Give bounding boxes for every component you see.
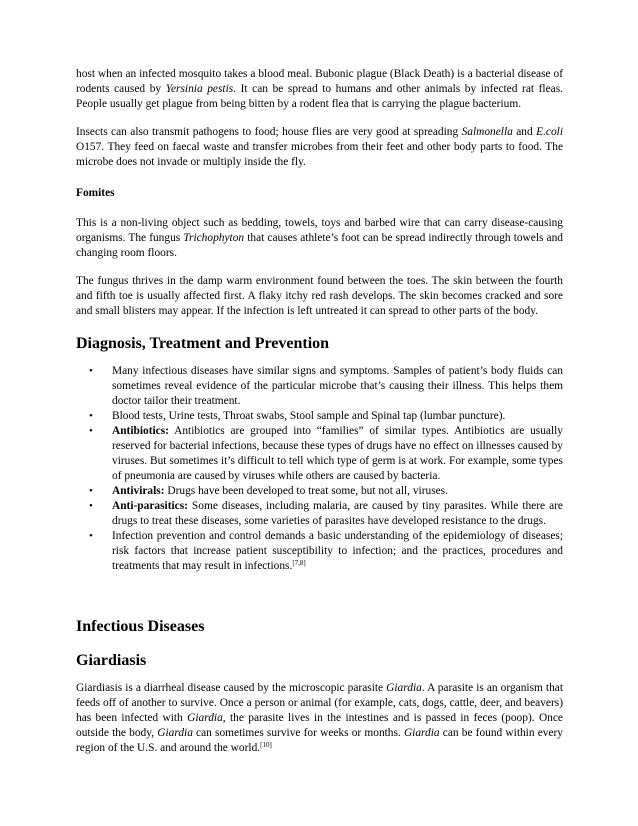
diagnosis-list (76, 364, 563, 574)
text: Blood tests, Urine tests, Throat swabs, Stool sample and Spinal tap (lumbar puncture). (112, 410, 506, 422)
giardiasis-heading: Giardiasis (76, 652, 147, 669)
species-name: Salmonella (461, 126, 513, 138)
paragraph-insects (76, 125, 563, 170)
paragraph-giardiasis (76, 681, 563, 756)
paragraph-fungus: The fungus thrives in the damp warm environment found between the toes. The skin between the fourth and fifth toe is usually affected first. A flaky itchy red rash develops. The skin becomes cracked and sore and small blisters may appear. If the infection is left untreated it can spread to other parts of the body. (76, 275, 563, 317)
paragraph-fomites (76, 216, 563, 261)
text: and (512, 126, 537, 138)
fomites-heading: Fomites (76, 187, 115, 199)
bullet-icon: • (89, 410, 93, 422)
list-item (89, 499, 563, 529)
text: can sometimes survive for weeks or months. (192, 727, 404, 739)
species-name: Giardia (386, 682, 422, 694)
paragraph-plague (76, 67, 563, 112)
item-label: Antivirals: (112, 485, 165, 497)
text: Drugs have been developed to treat some, but not all, viruses. (164, 485, 448, 497)
text: Many infectious diseases have similar signs and symptoms. Samples of patient’s body fluids can sometimes reveal evidence of the particular microbe that’s causing their illness. This helps them doctor tailor their treatment. (112, 365, 563, 407)
bullet-icon: • (89, 425, 93, 437)
text: This is a non-living object such as bedding, towels, toys and barbed wire that can carry disease-causing organisms. The fungus (76, 217, 563, 244)
species-name: Giardia (403, 727, 440, 739)
text: that causes athlete’s foot can be spread indirectly through towels and changing room floors. (76, 232, 563, 259)
citation-ref: [7,8] (292, 559, 306, 567)
species-name: Trichophyton (183, 232, 245, 244)
item-label: Antibiotics: (112, 425, 169, 437)
bullet-icon: • (89, 500, 93, 512)
text: O157. They feed on faecal waste and transfer microbes from their feet and other body parts to food. The microbe does not invade or multiply inside the fly. (76, 141, 563, 168)
species-name: Yersinia pestis (165, 83, 234, 95)
text: Insects can also transmit pathogens to food; house flies are very good at spreading (76, 126, 462, 138)
list-item (89, 364, 563, 409)
list-item (89, 529, 563, 574)
species-name: E.coli (536, 126, 563, 138)
text: Infection prevention and control demands a basic understanding of the epidemiology of diseases; risk factors that increase patient susceptibility to infection; and the practices, procedures and treatments that may result in infections. (112, 530, 563, 572)
infectious-diseases-heading: Infectious Diseases (76, 618, 205, 635)
species-name: Giardia (187, 712, 223, 724)
item-label: Anti-parasitics: (112, 500, 188, 512)
bullet-icon: • (89, 530, 93, 542)
text: , the parasite lives in the intestines and is passed in feces (poop). Once outside the body, (76, 712, 563, 739)
bullet-icon: • (89, 485, 93, 497)
species-name: Giardia (157, 727, 193, 739)
text: Antibiotics are grouped into “families” of similar types. Antibiotics are usually reserved for bacterial infections, because these types of drugs have no effect on illnesses caused by viruses. But sometimes it’s difficult to tell which type of germ is at work. For example, some types of pneumonia are caused by viruses while others are caused by bacteria. (112, 425, 563, 482)
list-item (89, 424, 563, 484)
text: . It can be spread to humans and other animals by infected rat fleas. People usually get plague from being bitten by a rodent flea that is carrying the plague bacterium. (76, 83, 563, 110)
diagnosis-heading: Diagnosis, Treatment and Prevention (76, 335, 330, 352)
citation-ref: [10] (260, 741, 272, 749)
list-item (89, 484, 563, 499)
text: can be found within every region of the U.S. and around the world. (76, 727, 564, 754)
text: host when an infected mosquito takes a blood meal. Bubonic plague (Black Death) is a bacterial disease of rodents caused by (76, 68, 563, 95)
text: Some diseases, including malaria, are caused by tiny parasites. While there are drugs to treat these diseases, some varieties of parasites have developed resistance to the drugs. (112, 500, 563, 527)
list-item (89, 409, 563, 424)
bullet-icon: • (89, 365, 93, 377)
text: . A parasite is an organism that feeds off of another to survive. Once a person or animal (for example, cats, dogs, cattle, deer, and beavers) has been infected with (76, 682, 563, 724)
text: Giardiasis is a diarrheal disease caused by the microscopic parasite (76, 682, 387, 694)
